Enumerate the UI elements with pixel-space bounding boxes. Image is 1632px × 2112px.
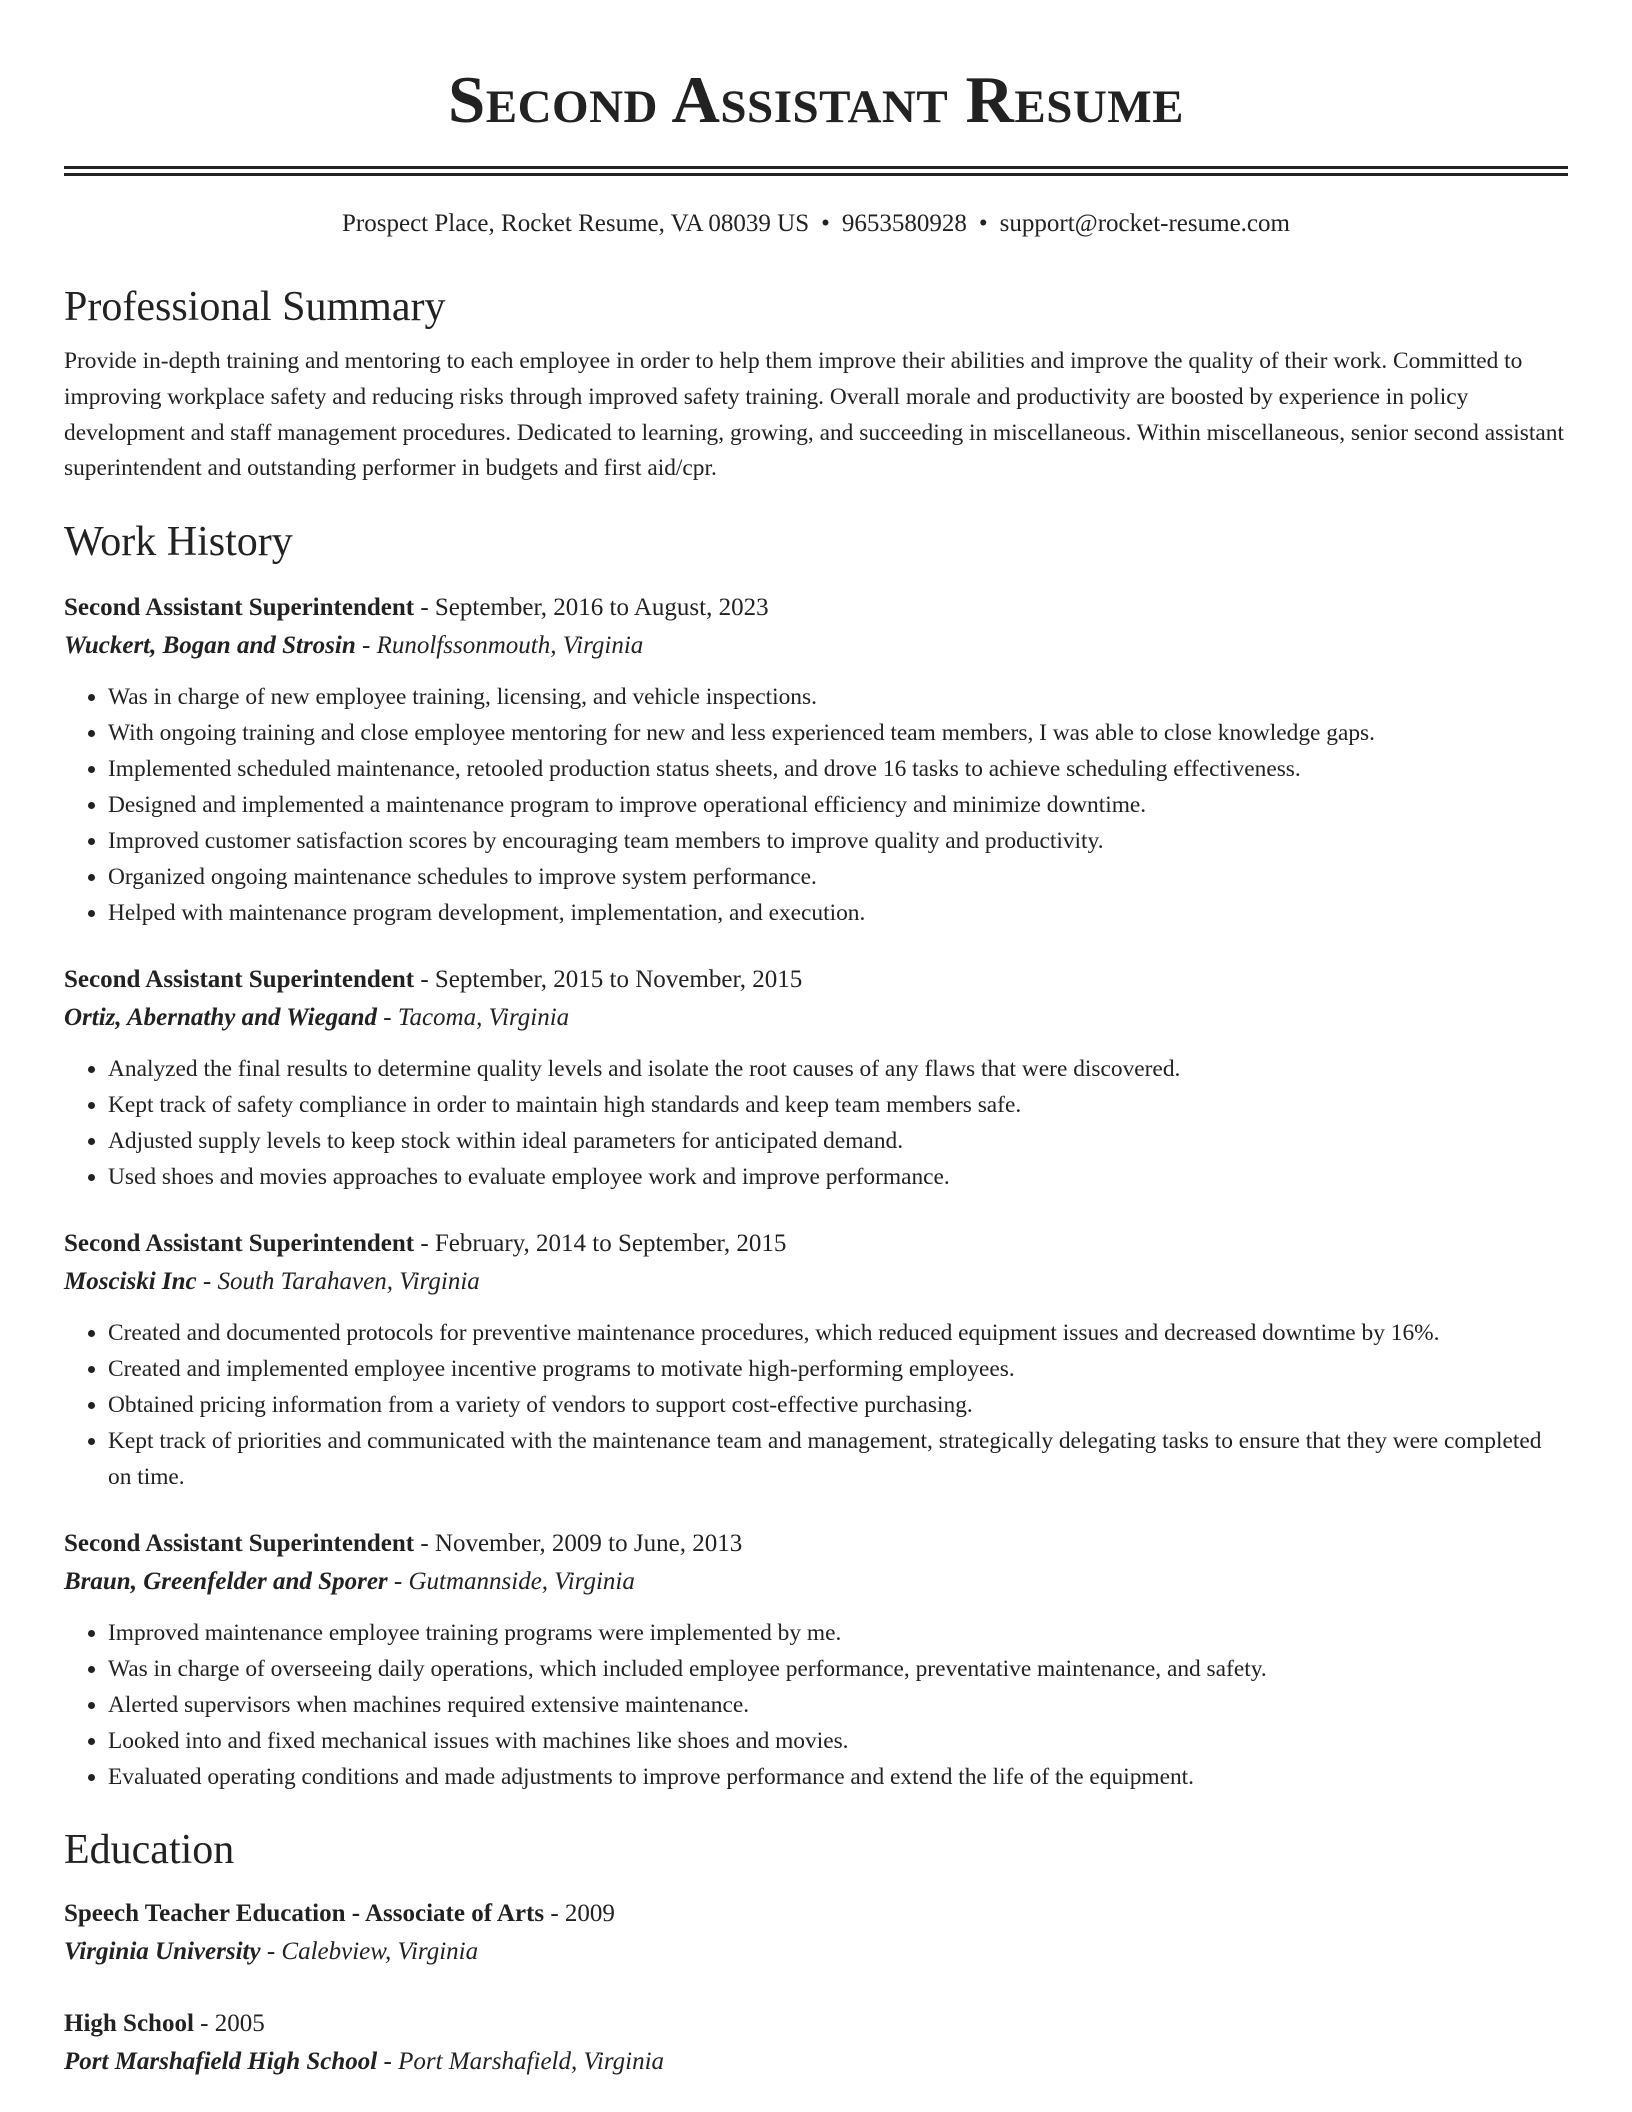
job-entry [64, 1525, 1568, 1795]
job-bullet: • Kept track of safety compliance in order to maintain high standards and keep team members safe. [108, 1087, 1568, 1123]
job-bullets [64, 1615, 1568, 1795]
company-name: Ortiz, Abernathy and Wiegand [64, 1004, 378, 1032]
job-title-line [64, 961, 1568, 999]
school-location: - Port Marshafield, Virginia [377, 2048, 665, 2076]
company-location: - Gutmannside, Virginia [387, 1568, 635, 1596]
job-bullets [64, 1051, 1568, 1195]
job-dates: - September, 2016 to August, 2023 [414, 594, 769, 622]
job-bullet: • Improved maintenance employee training programs were implemented by me. [108, 1615, 1568, 1651]
job-dates: - September, 2015 to November, 2015 [414, 966, 803, 994]
job-entry [64, 1225, 1568, 1495]
job-bullet: • Was in charge of overseeing daily operations, which included employee performance, preventative maintenance, and safety. [108, 1651, 1568, 1687]
degree-line [64, 1895, 1568, 1933]
job-bullet: • Obtained pricing information from a variety of vendors to support cost-effective purchasing. [108, 1387, 1568, 1423]
job-bullet: • Designed and implemented a maintenance program to improve operational efficiency and minimize downtime. [108, 787, 1568, 823]
company-line [64, 627, 1568, 665]
contact-separator: • [821, 210, 830, 237]
title-double-rule [64, 166, 1568, 176]
company-location: - Tacoma, Virginia [377, 1004, 570, 1032]
job-title: Second Assistant Superintendent [64, 594, 415, 622]
degree-line [64, 2005, 1568, 2043]
job-title: Second Assistant Superintendent [64, 966, 415, 994]
job-bullet: • Looked into and fixed mechanical issues with machines like shoes and movies. [108, 1723, 1568, 1759]
education-entry [64, 1895, 1568, 1971]
job-title: Second Assistant Superintendent [64, 1530, 415, 1558]
contact-address: Prospect Place, Rocket Resume, VA 08039 US [342, 210, 810, 237]
job-bullet: • With ongoing training and close employee mentoring for new and less experienced team members, I was able to close knowledge gaps. [108, 715, 1568, 751]
degree-year: - 2005 [193, 2010, 265, 2038]
contact-phone: 9653580928 [841, 210, 967, 237]
job-bullet: • Created and implemented employee incentive programs to motivate high-performing employees. [108, 1351, 1568, 1387]
company-name: Braun, Greenfelder and Sporer [64, 1568, 388, 1596]
job-title-line [64, 589, 1568, 627]
job-bullet: • Improved customer satisfaction scores by encouraging team members to improve quality and productivity. [108, 823, 1568, 859]
degree-name: Speech Teacher Education - Associate of Arts [64, 1900, 545, 1928]
school-name: Port Marshafield High School [64, 2048, 378, 2076]
summary-heading: Professional Summary [64, 284, 446, 330]
company-line [64, 1563, 1568, 1601]
contact-separator: • [978, 210, 988, 237]
contact-email: support@rocket-resume.com [999, 210, 1290, 237]
degree-name: High School [64, 2010, 194, 2038]
company-line [64, 1263, 1568, 1301]
work-history-heading: Work History [64, 519, 293, 566]
job-bullet: • Alerted supervisors when machines required extensive maintenance. [108, 1687, 1568, 1723]
job-bullet: • Organized ongoing maintenance schedules to improve system performance. [108, 859, 1568, 895]
job-bullet: • Kept track of priorities and communicated with the maintenance team and management, strategically delegating tasks to ensure that they were completed on time. [108, 1423, 1568, 1495]
job-bullets [64, 679, 1568, 931]
job-title: Second Assistant Superintendent [64, 1230, 415, 1258]
job-entry [64, 961, 1568, 1195]
job-bullets [64, 1315, 1568, 1495]
summary-text: Provide in-depth training and mentoring to each employee in order to help them improve their abilities and improve the quality of their work. Committed to improving workplace safety and reducing risks through improved safety training. Overall morale and productivity are boosted by experience in policy development and staff management procedures. Dedicated to learning, growing, and succeeding in miscellaneous. Within miscellaneous, senior second assistant superintendent and outstanding performer in budgets and first aid/cpr. [64, 348, 1564, 482]
job-bullet: • Created and documented protocols for preventive maintenance procedures, which reduced equipment issues and decreased downtime by 16%. [108, 1315, 1568, 1351]
job-dates: - November, 2009 to June, 2013 [414, 1530, 743, 1558]
degree-year: - 2009 [544, 1900, 615, 1928]
job-bullet: • Used shoes and movies approaches to evaluate employee work and improve performance. [108, 1159, 1568, 1195]
school-line [64, 2043, 1568, 2081]
job-bullet: • Evaluated operating conditions and made adjustments to improve performance and extend the life of the equipment. [108, 1759, 1568, 1795]
education-heading: Education [64, 1827, 235, 1874]
job-bullet: • Helped with maintenance program development, implementation, and execution. [108, 895, 1568, 931]
job-bullet: • Was in charge of new employee training, licensing, and vehicle inspections. [108, 679, 1568, 715]
company-location: - South Tarahaven, Virginia [196, 1268, 480, 1296]
school-line [64, 1933, 1568, 1971]
job-title-line [64, 1525, 1568, 1563]
job-dates: - February, 2014 to September, 2015 [414, 1230, 787, 1258]
job-title-line [64, 1225, 1568, 1263]
contact-line [64, 206, 1568, 242]
job-bullet: • Analyzed the final results to determine quality levels and isolate the root causes of any flaws that were discovered. [108, 1051, 1568, 1087]
company-line [64, 999, 1568, 1037]
company-name: Wuckert, Bogan and Strosin [64, 632, 356, 660]
resume-title: Second Assistant Resume [447, 63, 1184, 137]
education-entry [64, 2005, 1568, 2081]
school-location: - Calebview, Virginia [260, 1938, 479, 1966]
company-name: Mosciski Inc [64, 1268, 197, 1296]
school-name: Virginia University [64, 1938, 261, 1966]
job-bullet: • Adjusted supply levels to keep stock within ideal parameters for anticipated demand. [108, 1123, 1568, 1159]
company-location: - Runolfssonmouth, Virginia [355, 632, 644, 660]
job-entry [64, 589, 1568, 931]
job-bullet: • Implemented scheduled maintenance, retooled production status sheets, and drove 16 tasks to achieve scheduling effectiveness. [108, 751, 1568, 787]
